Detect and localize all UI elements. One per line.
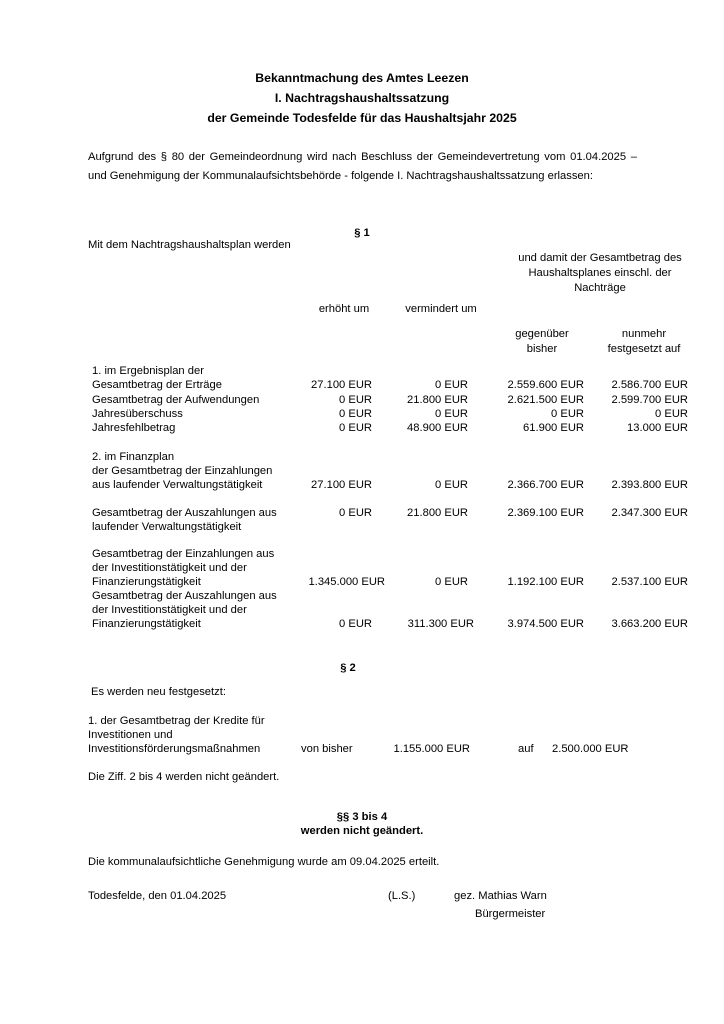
section-1-lead: Mit dem Nachtragshaushaltsplan werden: [88, 239, 291, 251]
value-vermindert: 0 EUR: [435, 576, 468, 588]
row-label: der Gesamtbetrag der Einzahlungen aus laufender Verwaltungstätigkeit: [92, 465, 273, 491]
auf-label: auf: [518, 743, 534, 755]
value-bisher: 0 EUR: [551, 408, 584, 420]
section-2-note: Die Ziff. 2 bis 4 werden nicht geändert.: [88, 771, 280, 783]
finanzplan-heading: 2. im Finanzplan: [92, 451, 175, 463]
value-erhoeht: 0 EUR: [339, 422, 372, 434]
title-line-1: Bekanntmachung des Amtes Leezen: [255, 71, 469, 85]
value-nunmehr: 2.599.700 EUR: [611, 394, 688, 406]
value-nunmehr: 2.393.800 EUR: [611, 479, 688, 491]
column-header-vermindert: vermindert um: [405, 303, 477, 315]
value-erhoeht: 0 EUR: [339, 394, 372, 406]
row-label: Gesamtbetrag der Erträge: [92, 379, 222, 391]
column-group-header: und damit der Gesamtbetrag des Haushaltsplanes einschl. der Nachträge: [518, 252, 682, 294]
value-vermindert: 21.800 EUR: [407, 507, 468, 519]
kredite-label: 1. der Gesamtbetrag der Kredite für Investitionen und Investitionsförderungsmaßnahmen: [88, 715, 265, 755]
ergebnisplan-heading: 1. im Ergebnisplan der: [92, 365, 204, 377]
value-erhoeht: 1.345.000 EUR: [308, 576, 385, 588]
section-3-4-subheading: werden nicht geändert.: [300, 825, 424, 837]
value-bisher: 2.369.100 EUR: [507, 507, 584, 519]
section-2-heading: § 2: [340, 662, 356, 674]
value-erhoeht: 0 EUR: [339, 507, 372, 519]
value-erhoeht: 27.100 EUR: [311, 479, 372, 491]
value-erhoeht: 27.100 EUR: [311, 379, 372, 391]
value-nunmehr: 2.537.100 EUR: [611, 576, 688, 588]
value-vermindert: 0 EUR: [435, 408, 468, 420]
value-nunmehr: 2.347.300 EUR: [611, 507, 688, 519]
section-3-4-heading: §§ 3 bis 4: [336, 811, 388, 823]
section-1-heading: § 1: [354, 227, 370, 239]
row-label: Gesamtbetrag der Einzahlungen aus der Investitionstätigkeit und der Finanzierungstätigkeit: [92, 548, 275, 588]
approval-text: Die kommunalaufsichtliche Genehmigung wurde am 09.04.2025 erteilt.: [88, 856, 440, 868]
row-label: Gesamtbetrag der Aufwendungen: [92, 394, 260, 406]
von-bisher-label: von bisher: [301, 743, 353, 755]
value-vermindert: 0 EUR: [435, 479, 468, 491]
value-vermindert: 0 EUR: [435, 379, 468, 391]
value-nunmehr: 13.000 EUR: [627, 422, 688, 434]
value-bisher: 2.559.600 EUR: [507, 379, 584, 391]
row-label: Jahresfehlbetrag: [92, 422, 176, 434]
value-nunmehr: 3.663.200 EUR: [611, 618, 688, 630]
seal-mark: (L.S.): [388, 890, 416, 902]
row-label: Gesamtbetrag der Auszahlungen aus der Investitionstätigkeit und der Finanzierungstätigkeit: [92, 590, 277, 630]
auf-value: 2.500.000 EUR: [552, 743, 629, 755]
place-date: Todesfelde, den 01.04.2025: [88, 890, 227, 902]
signatory-role: Bürgermeister: [475, 908, 546, 920]
intro-paragraph: Aufgrund des § 80 der Gemeindeordnung wird nach Beschluss der Gemeindevertretung vom 01.04.2025 – und Genehmigung der Kommunalaufsichtsbehörde - folgende I. Nachtragshaushaltssatzung erlassen:: [88, 151, 637, 182]
value-vermindert: 21.800 EUR: [407, 394, 468, 406]
title-line-2: I. Nachtragshaushaltssatzung: [274, 91, 450, 105]
value-vermindert: 48.900 EUR: [407, 422, 468, 434]
value-nunmehr: 0 EUR: [655, 408, 688, 420]
title-line-3: der Gemeinde Todesfelde für das Haushaltsjahr 2025: [207, 111, 517, 125]
value-bisher: 1.192.100 EUR: [507, 576, 584, 588]
value-bisher: 61.900 EUR: [523, 422, 584, 434]
section-2-lead: Es werden neu festgesetzt:: [91, 686, 226, 698]
value-erhoeht: 0 EUR: [339, 408, 372, 420]
row-label: Gesamtbetrag der Auszahlungen aus laufender Verwaltungstätigkeit: [92, 507, 277, 533]
value-erhoeht: 0 EUR: [339, 618, 372, 630]
value-bisher: 3.974.500 EUR: [507, 618, 584, 630]
von-bisher-value: 1.155.000 EUR: [393, 743, 470, 755]
row-label: Jahresüberschuss: [92, 408, 183, 420]
column-header-bisher: gegenüber bisher: [515, 328, 569, 355]
signatory-name: gez. Mathias Warn: [454, 890, 547, 902]
value-bisher: 2.366.700 EUR: [507, 479, 584, 491]
value-vermindert: 311.300 EUR: [407, 618, 474, 630]
value-bisher: 2.621.500 EUR: [507, 394, 584, 406]
column-header-nunmehr: nunmehr festgesetzt auf: [607, 328, 681, 355]
column-header-erhoeht: erhöht um: [318, 303, 370, 315]
value-nunmehr: 2.586.700 EUR: [611, 379, 688, 391]
